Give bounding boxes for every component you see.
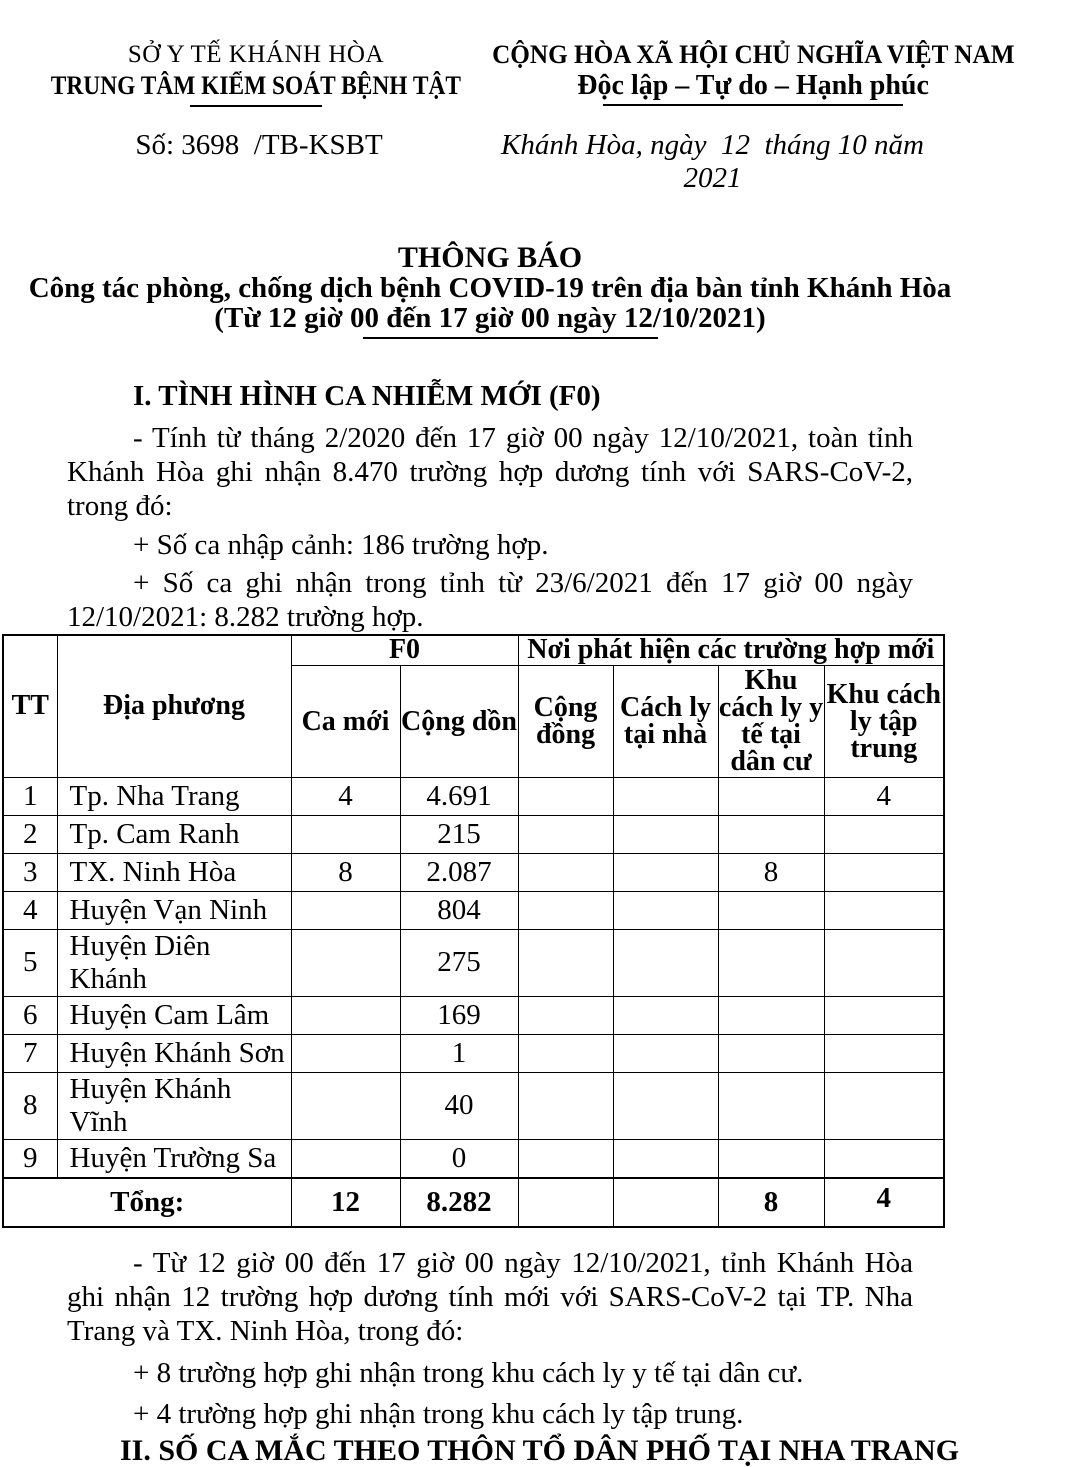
row-index-cell: 4 (3, 891, 57, 929)
row-index-cell: 5 (3, 929, 57, 996)
table-header (3, 635, 944, 777)
national-motto: Độc lập – Tự do – Hạnh phúc (577, 70, 929, 101)
table-row (3, 996, 944, 1034)
section-1-summary (67, 1246, 960, 1467)
value-cell (518, 1072, 613, 1139)
value-cell (824, 891, 944, 929)
value-cell (824, 1072, 944, 1139)
paragraph-local-cases: + Số ca ghi nhận trong tỉnh từ 23/6/2021 đến 17 giờ 00 ngày 12/10/2021: 8.282 trường hợp. (67, 567, 913, 633)
locality-cell: Tp. Nha Trang (57, 777, 291, 815)
value-cell (518, 929, 613, 996)
table-row (3, 1034, 944, 1072)
paragraph-medical-zone-cases: + 8 trường hợp ghi nhận trong khu cách ly y tế tại dân cư. (133, 1356, 804, 1389)
locality-cell: Huyện Vạn Ninh (57, 891, 291, 929)
table-total-row (3, 1178, 944, 1227)
value-cell (291, 1072, 400, 1139)
value-cell (718, 1139, 824, 1178)
total-value-cell: 8 (718, 1178, 824, 1227)
table-row (3, 853, 944, 891)
document-meta-row (0, 129, 980, 195)
locality-cell: Huyện Trường Sa (57, 1139, 291, 1178)
row-index-cell: 8 (3, 1072, 57, 1139)
locality-cell: Tp. Cam Ranh (57, 815, 291, 853)
value-cell: 804 (400, 891, 518, 929)
locality-cell: Huyện Khánh Vĩnh (57, 1072, 291, 1139)
letterhead (0, 0, 1015, 107)
paragraph-imported-cases: + Số ca nhập cảnh: 186 trường hợp. (133, 529, 549, 561)
value-cell: 8 (291, 853, 400, 891)
issuing-agency-block (0, 40, 484, 107)
value-cell (518, 1139, 613, 1178)
value-cell (718, 815, 824, 853)
section-1-heading: I. TÌNH HÌNH CA NHIỄM MỚI (F0) (133, 380, 601, 412)
row-index-cell: 7 (3, 1034, 57, 1072)
value-cell (291, 891, 400, 929)
agency-name: TRUNG TÂM KIỂM SOÁT BỆNH TẬT (50, 71, 462, 100)
agency-underline (190, 105, 322, 107)
row-index-cell: 6 (3, 996, 57, 1034)
place-date-line: Khánh Hòa, ngày 12 tháng 10 năm 2021 (501, 129, 932, 194)
paragraph-new-cases: - Từ 12 giờ 00 đến 17 giờ 00 ngày 12/10/2021, tỉnh Khánh Hòa ghi nhận 12 trường hợp dương tính mới với SARS-CoV-2 tại TP. Nha Trang và TX. Ninh Hòa, trong đó: (67, 1246, 913, 1347)
value-cell: 1 (400, 1034, 518, 1072)
value-cell (824, 1139, 944, 1178)
table-row (3, 891, 944, 929)
value-cell (291, 996, 400, 1034)
value-cell (613, 853, 718, 891)
total-value-cell (518, 1178, 613, 1227)
col-header-medical-quarantine-zone: Khu cách ly y tế tại dân cư (718, 665, 824, 777)
national-title: CỘNG HÒA XÃ HỘI CHỦ NGHĨA VIỆT NAM (491, 40, 1015, 69)
total-label-cell: Tổng: (3, 1178, 291, 1227)
value-cell (518, 891, 613, 929)
value-cell: 4 (824, 777, 944, 815)
value-cell (718, 777, 824, 815)
national-header-block (484, 40, 1067, 107)
value-cell (613, 891, 718, 929)
row-index-cell: 1 (3, 777, 57, 815)
parent-agency-name: SỞ Y TẾ KHÁNH HÒA (127, 41, 384, 68)
value-cell (718, 891, 824, 929)
value-cell (613, 929, 718, 996)
value-cell (718, 996, 824, 1034)
value-cell (518, 1034, 613, 1072)
value-cell: 169 (400, 996, 518, 1034)
document-title-block (0, 243, 980, 339)
document-subtitle-line2: (Từ 12 giờ 00 đến 17 giờ 00 ngày 12/10/2021) (214, 302, 766, 334)
value-cell (518, 996, 613, 1034)
value-cell (613, 777, 718, 815)
total-value-cell: 8.282 (400, 1178, 518, 1227)
value-cell (518, 777, 613, 815)
total-value-cell: 4 (824, 1178, 944, 1227)
table-header-row-groups (3, 635, 944, 665)
value-cell (518, 815, 613, 853)
document-number: Số: 3698 /TB-KSBT (135, 129, 383, 161)
value-cell (613, 996, 718, 1034)
table-row (3, 1072, 944, 1139)
locality-cell: Huyện Cam Lâm (57, 996, 291, 1034)
col-group-f0: F0 (291, 635, 518, 665)
value-cell (291, 929, 400, 996)
section-1 (67, 381, 913, 634)
value-cell (824, 853, 944, 891)
row-index-cell: 3 (3, 853, 57, 891)
col-header-community: Cộng đồng (518, 665, 613, 777)
table-row (3, 929, 944, 996)
value-cell (824, 929, 944, 996)
locality-cell: Huyện Diên Khánh (57, 929, 291, 996)
value-cell: 275 (400, 929, 518, 996)
col-header-new-cases: Ca mới (291, 665, 400, 777)
motto-underline (603, 104, 903, 106)
value-cell (613, 1034, 718, 1072)
paragraph-total-cases: - Tính từ tháng 2/2020 đến 17 giờ 00 ngày 12/10/2021, toàn tỉnh Khánh Hòa ghi nhận 8.470 trường hợp dương tính với SARS-CoV-2, trong đó: (67, 422, 913, 522)
locality-cell: Huyện Khánh Sơn (57, 1034, 291, 1072)
total-value-cell: 12 (291, 1178, 400, 1227)
value-cell: 40 (400, 1072, 518, 1139)
col-header-locality: Địa phương (57, 635, 291, 777)
value-cell: 4.691 (400, 777, 518, 815)
document-title: THÔNG BÁO (397, 241, 583, 274)
col-header-cumulative: Cộng dồn (400, 665, 518, 777)
value-cell: 8 (718, 853, 824, 891)
value-cell (718, 929, 824, 996)
row-index-cell: 2 (3, 815, 57, 853)
value-cell (824, 815, 944, 853)
table-row (3, 815, 944, 853)
value-cell: 0 (400, 1139, 518, 1178)
value-cell: 4 (291, 777, 400, 815)
value-cell (291, 815, 400, 853)
value-cell (613, 815, 718, 853)
value-cell (518, 853, 613, 891)
col-header-centralized-quarantine: Khu cách ly tập trung (824, 665, 944, 777)
table-body (3, 777, 944, 1227)
value-cell (613, 1072, 718, 1139)
value-cell (291, 1034, 400, 1072)
value-cell (824, 1034, 944, 1072)
col-header-home-quarantine: Cách ly tại nhà (613, 665, 718, 777)
value-cell: 2.087 (400, 853, 518, 891)
locality-cell: TX. Ninh Hòa (57, 853, 291, 891)
row-index-cell: 9 (3, 1139, 57, 1178)
total-value-cell (613, 1178, 718, 1227)
value-cell (613, 1139, 718, 1178)
value-cell (291, 1139, 400, 1178)
table-row (3, 777, 944, 815)
col-header-tt: TT (3, 635, 57, 777)
value-cell (718, 1034, 824, 1072)
value-cell (824, 996, 944, 1034)
document-subtitle-line1: Công tác phòng, chống dịch bệnh COVID-19 trên địa bàn tỉnh Khánh Hòa (28, 272, 952, 304)
paragraph-centralized-cases: + 4 trường hợp ghi nhận trong khu cách ly tập trung. (133, 1397, 744, 1430)
covid-cases-table (2, 634, 945, 1228)
col-group-detection-place: Nơi phát hiện các trường hợp mới (518, 635, 944, 665)
table-row (3, 1139, 944, 1178)
value-cell (718, 1072, 824, 1139)
value-cell: 215 (400, 815, 518, 853)
title-underline (363, 337, 658, 339)
section-2-heading: II. SỐ CA MẮC THEO THÔN TỔ DÂN PHỐ TẠI NHA TRANG (120, 1433, 960, 1467)
